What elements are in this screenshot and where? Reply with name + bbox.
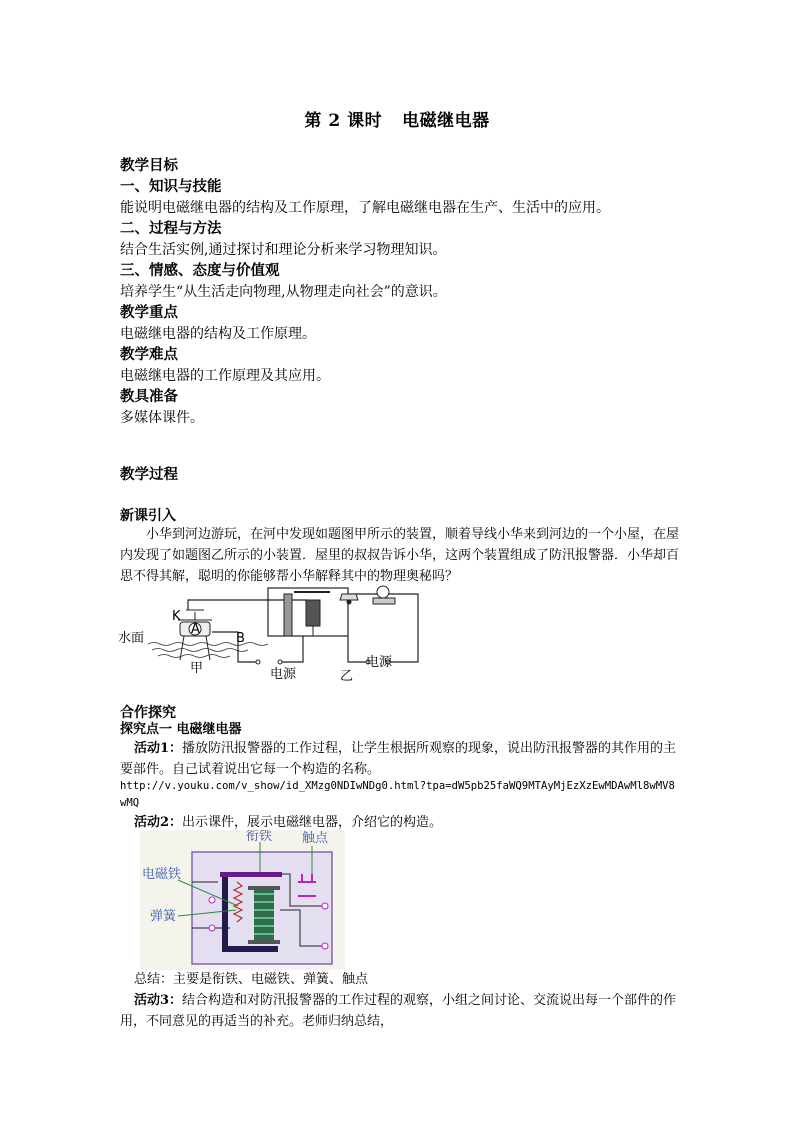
activity3-label: 活动3： [134,993,183,1008]
process-heading: 教学过程 [120,466,178,483]
label-armature: 衔铁 [246,830,273,844]
knowledge-heading: 一、知识与技能 [120,178,222,195]
page-title [0,106,794,131]
title-topic: 电磁继电器 [402,111,490,131]
activity2-label: 活动2： [134,815,183,830]
label-jia: 甲 [190,661,204,676]
label-power-2: 电源 [366,655,393,670]
summary-paragraph: 总结：主要是衔铁、电磁铁、弹簧、触点 [134,972,369,987]
emotion-text: 培养学生“从生活走向物理,从物理走向社会”的意识。 [120,284,447,300]
flood-alarm-figure [118,580,428,686]
activity1-paragraph [120,738,680,780]
video-link[interactable]: http://v.youku.com/v_show/id_XMzg0NDIwNDg0.html?tpa=dW5pb25faWQ9MTAyMjEzXzEwMDAwMl8wMV8wMQ [120,780,675,809]
coop-heading: 合作探究 [120,705,176,721]
intro-heading: 新课引入 [120,508,176,524]
activity3-paragraph [120,990,680,1032]
key-points-heading: 教学重点 [120,304,178,321]
relay-structure-figure [140,830,345,970]
alarm-bell [340,594,358,604]
label-electromagnet: 电磁铁 [142,867,182,882]
label-contact: 触点 [302,831,329,846]
point1-heading: 探究点一 电磁继电器 [120,722,242,737]
process-method-text: 结合生活实例,通过探讨和理论分析来学习物理知识。 [120,242,447,258]
intro-paragraph: 小华到河边游玩，在河中发现如题图甲所示的装置，顺着导线小华来到河边的一个小屋，在屋内发现了如题图乙所示的小装置．屋里的叔叔告诉小华，这两个装置组成了防汛报警器．小华却百思不得其解，聪明的你能够帮小华解释其中的物理奥秘吗？ [120,527,680,584]
process-method-heading: 二、过程与方法 [120,220,222,237]
difficulties-heading: 教学难点 [120,346,178,363]
armature-bar [220,872,282,877]
activity3-text: 结合构造和对防汛报警器的工作过程的观察，小组之间讨论、交流说出每一个部件的作用，不同意见的再适当的补充。老师归纳总结， [120,993,677,1029]
materials-text: 多媒体课件。 [120,410,204,426]
activity1-label: 活动1： [134,741,183,756]
label-a: A [191,622,200,637]
label-k: K [172,609,181,624]
label-water: 水面 [118,631,145,646]
knowledge-text: 能说明电磁继电器的结构及工作原理，了解电磁继电器在生产、生活中的应用。 [120,200,610,216]
title-lesson: 第 2 课时 [304,111,383,131]
emotion-heading: 三、情感、态度与价值观 [120,262,280,279]
difficulties-text: 电磁继电器的工作原理及其应用。 [120,368,330,384]
materials-heading: 教具准备 [120,388,178,405]
label-b: B [236,631,245,646]
objectives-heading: 教学目标 [120,157,178,174]
label-spring: 弹簧 [150,909,177,924]
key-points-text: 电磁继电器的结构及工作原理。 [120,326,316,342]
relay-device [284,592,330,636]
light-bulb [373,586,395,604]
label-yi: 乙 [340,669,354,684]
label-power-1: 电源 [270,667,297,682]
activity1-text: 播放防汛报警器的工作过程，让学生根据所观察的现象，说出防汛报警器的其作用的主要部件。自己试着说出它每一个构造的名称。 [120,741,677,777]
activity2-text: 出示课件，展示电磁继电器，介绍它的构造。 [182,815,443,830]
